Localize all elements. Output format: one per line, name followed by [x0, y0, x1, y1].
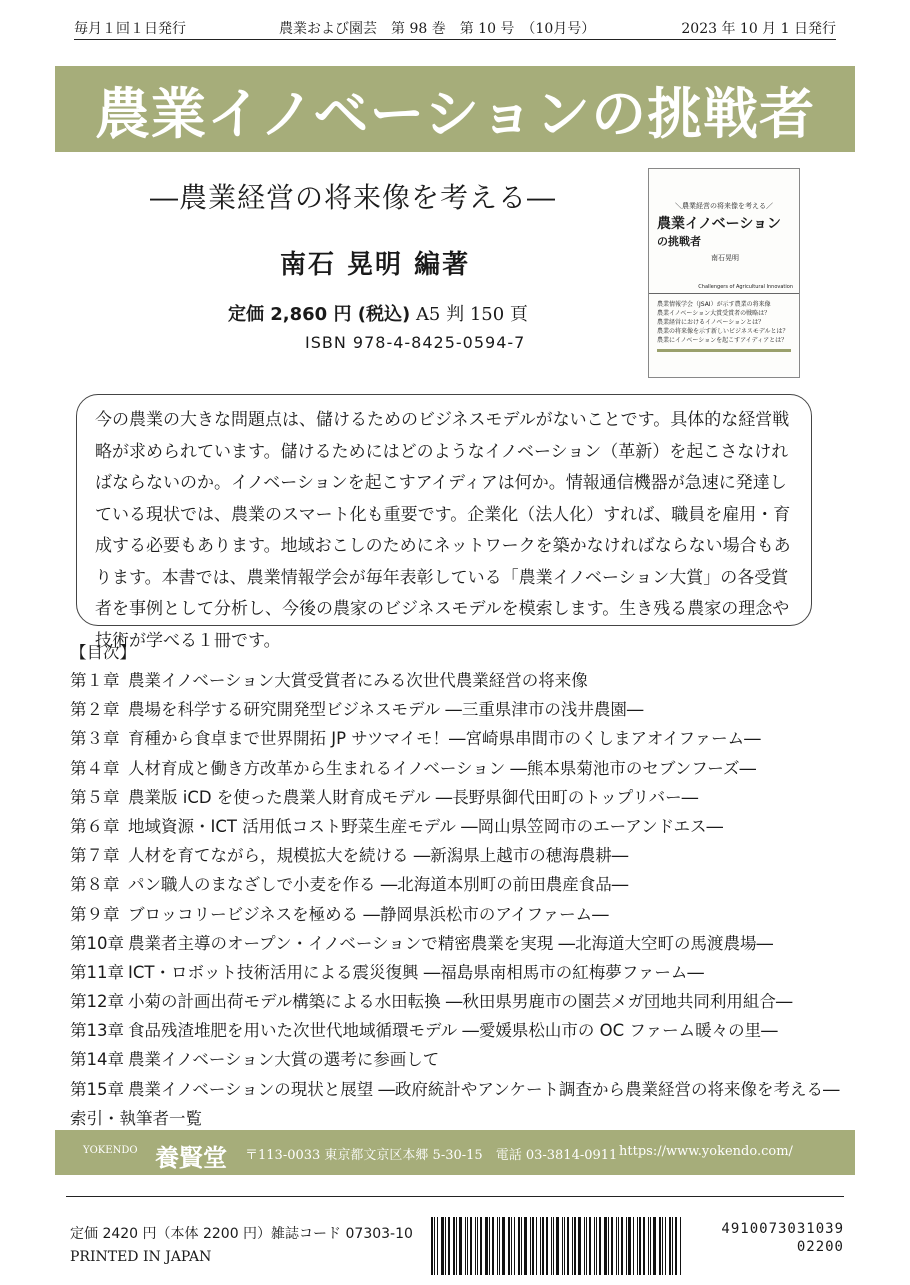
barcode-bar: [441, 1217, 444, 1275]
table-of-contents: [70, 640, 850, 1133]
barcode-bar: [511, 1217, 512, 1275]
toc-chapter-number: 第14章: [70, 1050, 124, 1070]
toc-item: [70, 666, 850, 695]
barcode-bar: [502, 1217, 505, 1275]
toc-chapter-title: ICT・ロボット技術活用による震災復興 ―福島県南相馬市の紅梅夢ファーム―: [128, 962, 704, 982]
barcode-bar: [536, 1217, 537, 1275]
barcode-bar: [459, 1217, 462, 1275]
barcode-bar: [477, 1217, 478, 1275]
toc-item: [70, 841, 850, 870]
barcode-bar: [604, 1217, 607, 1275]
cover-line: 農業経営におけるイノベーションとは？: [657, 319, 765, 326]
barcode-bar: [584, 1217, 585, 1275]
barcode-bar: [530, 1217, 531, 1275]
barcode-bar: [643, 1217, 645, 1275]
magazine-volume: 農業および園芸 第 98 巻 第 10 号 （10月号）: [279, 21, 596, 37]
cover-subtitle: ＼農業経営の将来像を考える／: [675, 202, 773, 210]
publisher-name: 養賢堂: [155, 1143, 227, 1172]
toc-chapter-title: 農業イノベーション大賞の選考に参画して: [128, 1050, 440, 1070]
barcode-bar: [628, 1217, 631, 1275]
toc-chapter-number: 第４章: [70, 758, 120, 778]
barcode-bar: [572, 1217, 573, 1275]
toc-item: [70, 783, 850, 812]
toc-item: [70, 754, 850, 783]
barcode-bar: [492, 1217, 494, 1275]
barcode-bar: [524, 1217, 527, 1275]
barcode-bar: [499, 1217, 500, 1275]
toc-chapter-title: 人材育成と働き方改革から生まれるイノベーション ―熊本県菊池市のセブンフーズ―: [128, 758, 756, 778]
toc-chapter-title: 人材を育てながら，規模拡大を続ける ―新潟県上越市の穂海農耕―: [128, 846, 629, 866]
cover-title: 農業イノベーション: [657, 216, 782, 232]
cover-divider: [657, 349, 791, 352]
toc-chapter-number: 第12章: [70, 992, 124, 1012]
barcode-bar: [431, 1217, 433, 1275]
barcode-bar: [608, 1217, 609, 1275]
toc-item: [70, 1045, 850, 1074]
toc-chapter-title: パン職人のまなざしで小麦を作る ―北海道本別町の前田農産食品―: [128, 875, 629, 895]
barcode-bar: [596, 1217, 597, 1275]
toc-chapter-title: 農場を科学する研究開発型ビジネスモデル ―三重県津市の浅井農園―: [128, 700, 644, 720]
barcode-bar: [453, 1217, 455, 1275]
cover-line: 農業情報学会（JSAI）が示す農業の将来像: [657, 301, 771, 308]
book-author: 南石 晃明 編著: [280, 250, 471, 280]
barcode-bar: [485, 1217, 488, 1275]
toc-chapter-number: 第10章: [70, 933, 124, 953]
barcode-bar: [659, 1217, 661, 1275]
barcode-bar: [611, 1217, 613, 1275]
publisher-logo: YOKENDO: [83, 1145, 138, 1156]
barcode-bar: [497, 1217, 498, 1275]
title-banner: [55, 66, 855, 152]
barcode-bar: [637, 1217, 638, 1275]
magazine-header: [74, 12, 836, 40]
barcode-addon: 02200: [796, 1239, 844, 1255]
barcode-bar: [621, 1217, 623, 1275]
barcode-bar: [665, 1217, 666, 1275]
publisher-bar: [55, 1130, 855, 1175]
magazine-price: 定価 2420 円（本体 2200 円）雑誌コード 07303-10: [70, 1226, 413, 1242]
barcode-bar: [618, 1217, 619, 1275]
book-cover-image: [648, 168, 800, 378]
barcode-bar: [562, 1217, 563, 1275]
toc-chapter-title: 農業者主導のオープン・イノベーションで精密農業を実現 ―北海道大空町の馬渡農場―: [128, 933, 773, 953]
barcode-bar: [445, 1217, 446, 1275]
toc-chapter-title: 地域資源・ICT 活用低コスト野菜生産モデル ―岡山県笠岡市のエーアンドエス―: [128, 816, 723, 836]
barcode-bar: [639, 1217, 641, 1275]
barcode-bar: [556, 1217, 559, 1275]
toc-item: [70, 900, 850, 929]
barcode-bar: [680, 1217, 681, 1275]
barcode-bar: [532, 1217, 534, 1275]
issue-frequency: 毎月１回１日発行: [74, 21, 186, 37]
barcode-bar: [518, 1217, 520, 1275]
toc-chapter-number: 第11章: [70, 962, 124, 982]
barcode-bar: [648, 1217, 649, 1275]
toc-item: [70, 870, 850, 899]
barcode-bar: [567, 1217, 569, 1275]
toc-chapter-title: 農業イノベーションの現状と展望 ―政府統計やアンケート調査から農業経営の将来像を考える―: [128, 1079, 840, 1099]
toc-item: [70, 724, 850, 753]
toc-item: [70, 958, 850, 987]
barcode-bar: [470, 1217, 472, 1275]
barcode-bar: [578, 1217, 581, 1275]
barcode-bar: [546, 1217, 548, 1275]
toc-item: [70, 1104, 850, 1133]
barcode-bar: [669, 1217, 671, 1275]
barcode-bar: [626, 1217, 627, 1275]
barcode-number: 4910073031039: [721, 1221, 844, 1237]
toc-chapter-title: 食品残渣堆肥を用いた次世代地域循環モデル ―愛媛県松山市の OC ファーム暖々の里―: [128, 1021, 778, 1041]
barcode-bar: [594, 1217, 595, 1275]
barcode-bar: [508, 1217, 510, 1275]
barcode-bar: [437, 1217, 438, 1275]
toc-chapter-number: 第６章: [70, 816, 120, 836]
toc-item: [70, 929, 850, 958]
barcode-bar: [467, 1217, 468, 1275]
barcode-bar: [456, 1217, 457, 1275]
toc-chapter-number: 第８章: [70, 875, 120, 895]
barcode-bar: [514, 1217, 515, 1275]
bottom-strip: [66, 1196, 844, 1274]
toc-item: [70, 812, 850, 841]
issue-date: 2023 年 10 月 1 日発行: [681, 21, 836, 37]
barcode-bar: [475, 1217, 476, 1275]
barcode-bar: [564, 1217, 565, 1275]
toc-chapter-number: 第15章: [70, 1079, 124, 1099]
barcode-bar: [465, 1217, 466, 1275]
cover-bullets: [649, 294, 799, 358]
barcode-bar: [616, 1217, 617, 1275]
toc-chapter-title: 索引・執筆者一覧: [70, 1108, 202, 1128]
toc-chapter-number: 第２章: [70, 700, 120, 720]
book-title: 農業イノベーションの挑戦者: [94, 81, 816, 146]
book-price-line: [228, 300, 528, 326]
publisher-url[interactable]: https://www.yokendo.com/: [619, 1144, 793, 1159]
cover-english-title: Challengers of Agricultural Innovation: [698, 284, 793, 290]
barcode-bar: [553, 1217, 554, 1275]
barcode-bar: [448, 1217, 450, 1275]
toc-chapter-number: 第５章: [70, 787, 120, 807]
toc-chapter-number: 第13章: [70, 1021, 124, 1041]
barcode-bar: [672, 1217, 673, 1275]
barcode-bar: [480, 1217, 482, 1275]
cover-title-2: の挑戦者: [657, 235, 701, 248]
barcode-bar: [675, 1217, 677, 1275]
barcode-bar: [540, 1217, 541, 1275]
toc-chapter-title: 農業イノベーション大賞受賞者にみる次世代農業経営の将来像: [128, 671, 588, 690]
barcode: [431, 1217, 701, 1275]
toc-chapter-number: 第１章: [70, 671, 120, 690]
barcode-bar: [650, 1217, 651, 1275]
cover-line: 農業イノベーション大賞受賞者の戦略は？: [657, 310, 771, 317]
cover-line: 農業にイノベーションを起こすアイディアとは？: [657, 337, 788, 344]
book-subtitle: ―農業経営の将来像を考える―: [150, 181, 557, 214]
toc-chapter-title: 農業版 iCD を使った農業人財育成モデル ―長野県御代田町のトップリバー―: [128, 787, 699, 807]
toc-chapter-title: ブロッコリービジネスを極める ―静岡県浜松市のアイファーム―: [128, 904, 609, 924]
toc-item: [70, 987, 850, 1016]
toc-item: [70, 1016, 850, 1045]
publisher-address: 〒113-0033 東京都文京区本郷 5-30-15 電話 03-3814-0911: [245, 1148, 618, 1163]
toc-chapter-number: 第３章: [70, 729, 120, 749]
toc-chapter-title: 育種から食卓まで世界開拓 JP サツマイモ！―宮崎県串間市のくしまアオイファーム―: [128, 729, 761, 749]
barcode-bar: [662, 1217, 663, 1275]
toc-chapter-number: 第９章: [70, 904, 120, 924]
barcode-bar: [599, 1217, 601, 1275]
book-isbn: ISBN 978-4-8425-0594-7: [305, 333, 526, 352]
barcode-bar: [586, 1217, 587, 1275]
toc-item: [70, 695, 850, 724]
book-price: 定価 2,860 円 (税込): [228, 304, 411, 325]
cover-line: 農業の将来像を示す新しいビジネスモデルとは？: [657, 328, 789, 335]
barcode-bar: [489, 1217, 490, 1275]
cover-author: 南石晃明: [711, 254, 739, 262]
barcode-bar: [542, 1217, 544, 1275]
toc-item: [70, 1075, 850, 1104]
barcode-bar: [574, 1217, 576, 1275]
printed-in: PRINTED IN JAPAN: [70, 1249, 212, 1265]
barcode-bar: [653, 1217, 656, 1275]
book-format: A5 判 150 頁: [415, 304, 528, 325]
toc-chapter-number: 第７章: [70, 846, 120, 866]
toc-heading: 【目次】: [70, 643, 136, 662]
barcode-bar: [589, 1217, 591, 1275]
toc-chapter-title: 小菊の計画出荷モデル構築による水田転換 ―秋田県男鹿市の園芸メガ団地共同利用組合―: [128, 992, 793, 1012]
barcode-bar: [633, 1217, 634, 1275]
barcode-bar: [434, 1217, 435, 1275]
barcode-bar: [551, 1217, 552, 1275]
barcode-bar: [521, 1217, 522, 1275]
book-description: 今の農業の大きな問題点は、儲けるためのビジネスモデルがないことです。具体的な経営戦略が求められています。儲けるためにはどのようなイノベーション（革新）を起こさなければならないのか。イノベーションを起こすアイディアは何か。情報通信機器が急速に発達している現状では、農業のスマート化も重要です。企業化（法人化）すれば、職員を雇用・育成する必要もあります。地域おこしのためにネットワークを築かなければならない場合もあります。本書では、農業情報学会が毎年表彰している「農業イノベーション大賞」の各受賞者を事例として分析し、今後の農家のビジネスモデルを模索します。生き残る農家の理念や技術が学べる１冊です。: [76, 394, 812, 626]
